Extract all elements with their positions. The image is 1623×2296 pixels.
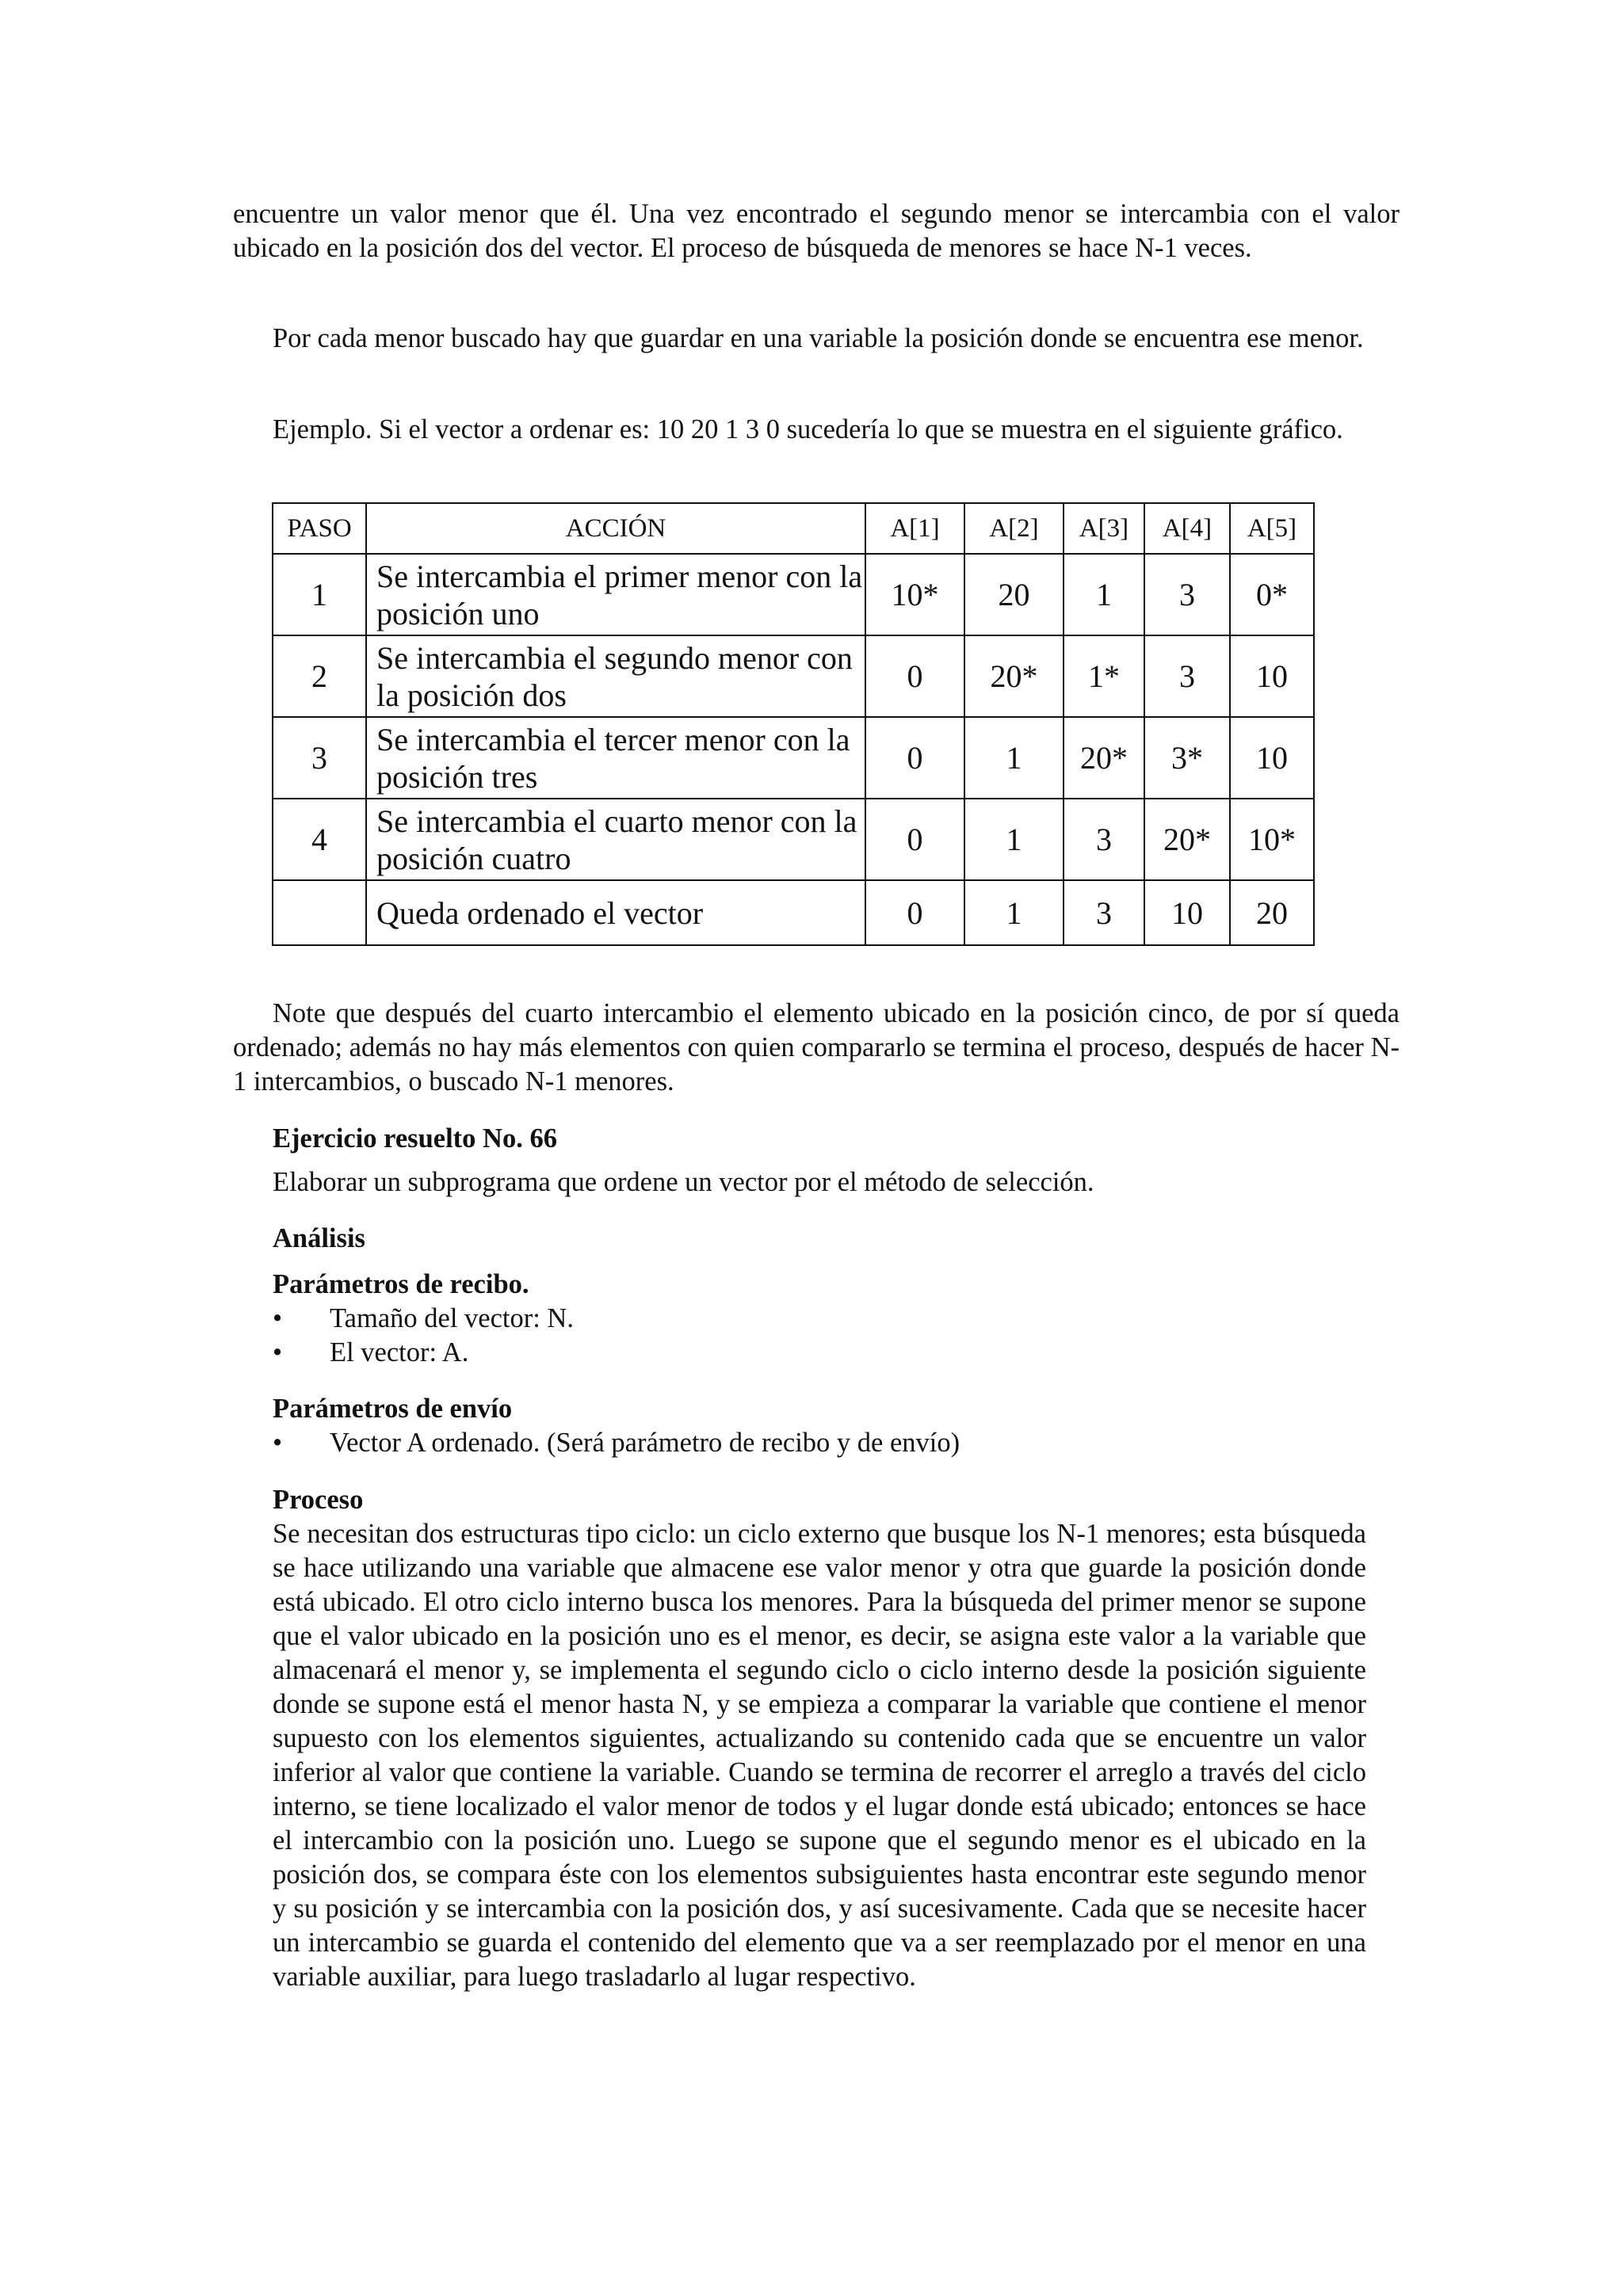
cell-a5: 10	[1230, 635, 1314, 717]
bullet-icon: •	[273, 1303, 283, 1333]
header-a4: A[4]	[1144, 503, 1230, 554]
send-params-heading: Parámetros de envío	[273, 1394, 513, 1424]
cell-a1: 0	[865, 799, 964, 880]
cell-paso: 1	[273, 554, 366, 635]
header-a1: A[1]	[865, 503, 964, 554]
cell-accion: Se intercambia el primer menor con la posición uno	[366, 554, 865, 635]
cell-a4: 3	[1144, 554, 1230, 635]
cell-a1: 0	[865, 635, 964, 717]
exercise-statement: Elaborar un subprograma que ordene un vector por el método de selección.	[273, 1167, 1094, 1197]
cell-a3: 20*	[1064, 717, 1144, 799]
exercise-title: Ejercicio resuelto No. 66	[273, 1123, 557, 1154]
cell-a5: 20	[1230, 880, 1314, 945]
cell-accion: Se intercambia el segundo menor con la posición dos	[366, 635, 865, 717]
receive-params-heading: Parámetros de recibo.	[273, 1269, 529, 1299]
table-header-row	[273, 503, 1314, 554]
cell-a2: 1	[964, 799, 1064, 880]
list-item: • El vector: A.	[273, 1336, 1366, 1370]
cell-a2: 20	[964, 554, 1064, 635]
cell-paso: 2	[273, 635, 366, 717]
bullet-icon: •	[273, 1337, 283, 1367]
header-a2: A[2]	[964, 503, 1064, 554]
cell-a3: 1	[1064, 554, 1144, 635]
cell-a5: 0*	[1230, 554, 1314, 635]
cell-a2: 1	[964, 717, 1064, 799]
cell-paso: 3	[273, 717, 366, 799]
process-text: Se necesitan dos estructuras tipo ciclo: un ciclo externo que busque los N-1 menores; esta búsqueda se hace utilizando una variable que almacene ese valor menor y otra que guarde la posición donde está ubicado. El otro ciclo interno busca los menores. Para la búsqueda del primer menor se supone que el valor ubicado en la posición uno es el menor, es decir, se asigna este valor a la variable que almacenará el menor y, se implementa el segundo ciclo o ciclo interno desde la posición siguiente donde se supone está el menor hasta N, y se empieza a comparar la variable que contiene el menor supuesto con los elementos siguientes, actualizando su contenido cada que se encuentre un valor inferior al valor que contiene la variable. Cuando se termina de recorrer el arreglo a través del ciclo interno, se tiene localizado el valor menor de todos y el lugar donde está ubicado; entonces se hace el intercambio con la posición uno. Luego se supone que el segundo menor es el ubicado en la posición dos, se compara éste con los elementos subsiguientes hasta encontrar este segundo menor y su posición y se intercambia con la posición dos, y así sucesivamente. Cada que se necesite hacer un intercambio se guarda el contenido del elemento que va a ser reemplazado por el menor en una variable auxiliar, para luego trasladarlo al lugar respectivo.	[273, 1519, 1366, 1992]
cell-a2: 20*	[964, 635, 1064, 717]
header-a3: A[3]	[1064, 503, 1144, 554]
bullet-icon: •	[273, 1428, 283, 1458]
cell-a4: 3	[1144, 635, 1230, 717]
cell-paso: 4	[273, 799, 366, 880]
cell-a3: 1*	[1064, 635, 1144, 717]
cell-a1: 0	[865, 717, 964, 799]
cell-a1: 0	[865, 880, 964, 945]
cell-paso	[273, 880, 366, 945]
cell-a2: 1	[964, 880, 1064, 945]
cell-accion: Se intercambia el tercer menor con la posición tres	[366, 717, 865, 799]
analysis-heading: Análisis	[273, 1223, 365, 1253]
cell-a4: 20*	[1144, 799, 1230, 880]
send-params-list	[273, 1426, 1366, 1460]
cell-a3: 3	[1064, 880, 1144, 945]
header-accion: ACCIÓN	[366, 503, 865, 554]
cell-a5: 10*	[1230, 799, 1314, 880]
paragraph-conclusion: Note que después del cuarto intercambio el elemento ubicado en la posición cinco, de por sí queda ordenado; además no hay más elementos con quien compararlo se termina el proceso, después de hacer N-1 intercambios, o buscado N-1 menores.	[233, 998, 1400, 1097]
table-row	[273, 880, 1314, 945]
table-row	[273, 799, 1314, 880]
list-item: • Vector A ordenado. (Será parámetro de recibo y de envío)	[273, 1426, 1366, 1460]
table-row	[273, 717, 1314, 799]
cell-accion: Queda ordenado el vector	[366, 880, 865, 945]
cell-a5: 10	[1230, 717, 1314, 799]
table-row	[273, 635, 1314, 717]
cell-a1: 10*	[865, 554, 964, 635]
cell-a3: 3	[1064, 799, 1144, 880]
list-item: • Tamaño del vector: N.	[273, 1302, 1366, 1336]
process-heading: Proceso	[273, 1485, 364, 1515]
cell-accion: Se intercambia el cuarto menor con la posición cuatro	[366, 799, 865, 880]
paragraph-intro: encuentre un valor menor que él. Una vez encontrado el segundo menor se intercambia con el valor ubicado en la posición dos del vector. El proceso de búsqueda de menores se hace N-1 veces.	[233, 199, 1400, 263]
selection-sort-table	[272, 502, 1315, 946]
cell-a4: 10	[1144, 880, 1230, 945]
header-paso: PASO	[273, 503, 366, 554]
table-row	[273, 554, 1314, 635]
cell-a4: 3*	[1144, 717, 1230, 799]
header-a5: A[5]	[1230, 503, 1314, 554]
paragraph-position-note: Por cada menor buscado hay que guardar en una variable la posición donde se encuentra ese menor.	[273, 323, 1364, 353]
receive-params-list	[273, 1302, 1366, 1370]
paragraph-example: Ejemplo. Si el vector a ordenar es: 10 20 1 3 0 sucedería lo que se muestra en el siguiente gráfico.	[273, 414, 1343, 444]
